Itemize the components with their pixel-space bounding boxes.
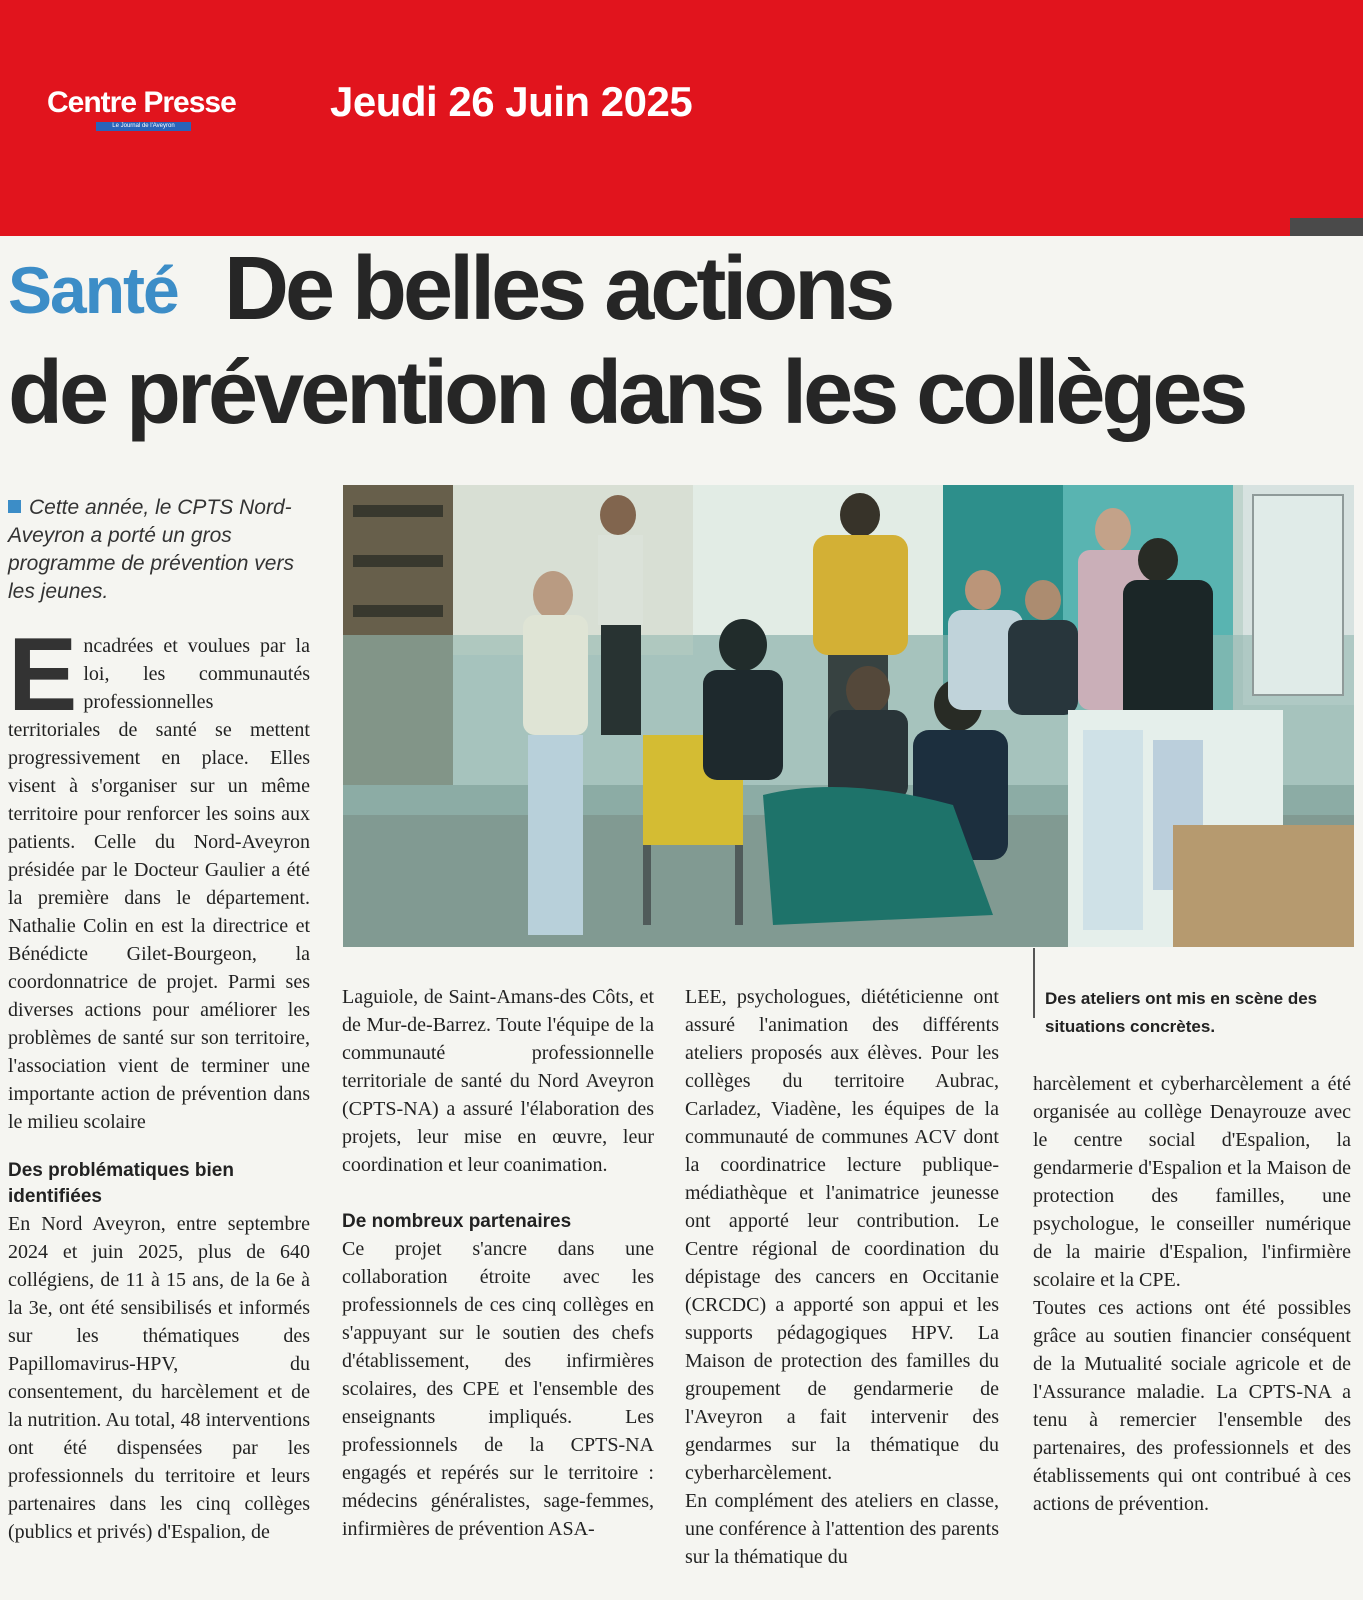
paragraph: En Nord Aveyron, entre septembre 2024 et juin 2025, plus de 640 collégiens, de 11 à 15 ans, de la 6e à la 3e, ont été sensibilisés et informés sur les thématiques des Papillomavirus-HPV, du consentement, du harcèlement et de la nutrition. Au total, 48 interventions ont été dispensées par les professionnels du territoire et leurs partenaires dans les cinq collèges (publics et privés) d'Espalion, de xyxy=(8,1213,310,1543)
photo-caption: Des ateliers ont mis en scène des situations concrètes. xyxy=(1045,989,1318,1036)
column-1 xyxy=(8,617,310,1546)
paragraph: LEE, psychologues, diététicienne ont assuré l'animation des différents ateliers proposés aux élèves. Pour les collèges du territoire Aubrac, Carladez, Viadène, les équipes de la communauté de communes ACV dont la coordinatrice lecture publique-médiathèque et l'animatrice jeunesse ont apporté leur contribution. Le Centre régional de coordination du dépistage des cancers en Occitanie (CRCDC) a apporté son appui et les supports pédagogiques HPV. La Maison de protection des familles du groupement de gendarmerie de l'Aveyron a fait intervenir des gendarmes sur la thématique du cyberharcèlement. xyxy=(685,986,999,1484)
classroom-workshop-image xyxy=(343,485,1354,947)
paragraph: En complément des ateliers en classe, une conférence à l'attention des parents sur la thématique du xyxy=(685,1490,1000,1568)
subheading-problematiques: Des problématiques bien identifiées xyxy=(8,1160,234,1207)
caption-rule xyxy=(1033,948,1035,1018)
logo-tagline: Le Journal de l'Aveyron xyxy=(96,122,191,131)
paragraph: Toutes ces actions ont été possibles grâce au soutien financier conséquent de la Mutualité sociale agricole et de l'Assurance maladie. La CPTS-NA a tenu à remercier l'ensemble des partenaires, des professionnels et des établissements qui ont contribué à ces actions de prévention. xyxy=(1033,1297,1351,1515)
paragraph: harcèlement et cyberharcèlement a été organisée au collège Denayrouze avec le centre social d'Espalion, la gendarmerie d'Espalion et la Maison de protection des familles, une psychologue, le conseiller numérique de la mairie d'Espalion, l'infirmière scolaire et la CPE. xyxy=(1033,1073,1351,1291)
headline-line-1: De belles actions xyxy=(224,239,892,339)
masthead-banner xyxy=(0,0,1363,236)
lead-square-icon xyxy=(8,500,21,513)
article-photo xyxy=(343,485,1354,947)
drop-cap: E xyxy=(8,617,78,733)
column-2 xyxy=(342,983,654,1543)
headline-line-2: de prévention dans les collèges xyxy=(8,343,1245,443)
issue-date: Jeudi 26 Juin 2025 xyxy=(330,78,693,125)
column-4 xyxy=(1033,1070,1351,1518)
subheading-partenaires: De nombreux partenaires xyxy=(342,1211,572,1232)
page-edge xyxy=(1290,218,1363,236)
intro-paragraph: ncadrées et voulues par la loi, les communautés professionnelles territoriales de santé se mettent progressivement en place. Elles visent à s'organiser sur un même territoire pour renforcer les soins aux patients. Celle du Nord-Aveyron présidée par le Docteur Gaulier a été la première dans le département. Nathalie Colin en est la directrice et Bénédicte Gilet-Bourgeon, la coordonnatrice de projet. Parmi ses diverses actions pour améliorer les problèmes de santé sur son territoire, l'association vient de terminer une importante action de prévention dans le milieu scolaire xyxy=(8,635,310,1133)
column-3 xyxy=(685,983,999,1571)
section-label: Santé xyxy=(8,253,178,327)
paragraph: Laguiole, de Saint-Amans-des Côts, et de Mur-de-Barrez. Toute l'équipe de la communauté professionnelle territoriale de santé du Nord Aveyron (CPTS-NA) a assuré l'élaboration des projets, leur mise en œuvre, leur coordination et leur coanimation. xyxy=(342,986,654,1176)
newspaper-logo: Centre Presse xyxy=(47,86,236,119)
paragraph: Ce projet s'ancre dans une collaboration étroite avec les professionnels de ces cinq collèges en s'appuyant sur le soutien des chefs d'établissement, des infirmières scolaires, des CPE et l'ensemble des enseignants impliqués. Les professionnels de la CPTS-NA engagés et repérés sur le territoire : médecins généralistes, sage-femmes, infirmières de prévention ASA- xyxy=(342,1238,654,1540)
article-lead: Cette année, le CPTS Nord-Aveyron a porté un gros programme de prévention vers les jeunes. xyxy=(8,496,294,603)
